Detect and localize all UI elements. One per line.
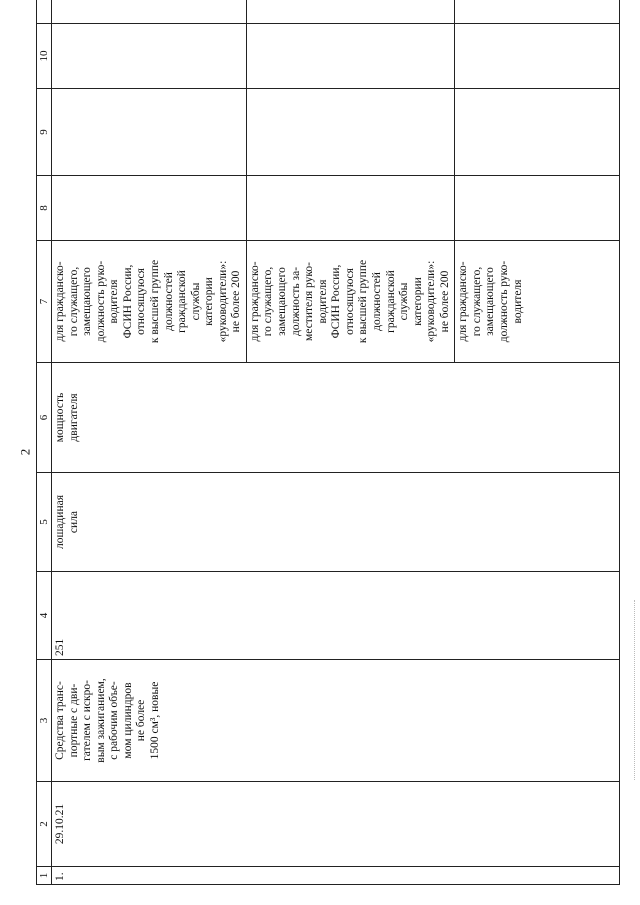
- cell-unit-name: лошадиная сила: [52, 473, 620, 572]
- cell-empty-10b: [246, 24, 454, 89]
- cell-empty-10c: [455, 24, 620, 89]
- cell-code: 29.10.21: [52, 782, 620, 867]
- rotated-sheet: [36, 26, 620, 885]
- page-number: 2: [17, 448, 33, 456]
- scan-artifact: [634, 600, 639, 780]
- cell-empty-9b: [246, 89, 454, 176]
- cell-value-a: для гражданско- го служащего, замещающего должность руко- водителя ФСИН России, относящуюся к высшей группе должностей гражданской службы категории «руководители»: не более 200: [52, 241, 247, 363]
- column-header-8: 8: [37, 176, 52, 241]
- cell-number: 1.: [52, 867, 620, 885]
- cell-characteristic: мощность двигателя: [52, 363, 620, 473]
- cell-empty-11c: [455, 0, 620, 24]
- column-header-3: 3: [37, 660, 52, 782]
- cell-empty-8c: [455, 176, 620, 241]
- column-header-7: 7: [37, 241, 52, 363]
- table-row: [52, 0, 247, 885]
- column-header-2: 2: [37, 782, 52, 867]
- column-header-10: 10: [37, 24, 52, 89]
- column-header-6: 6: [37, 363, 52, 473]
- cell-empty-10a: [52, 24, 247, 89]
- column-header-9: 9: [37, 89, 52, 176]
- table-container: [36, 26, 620, 885]
- cell-unit-code: 251: [52, 572, 620, 660]
- cell-value-c: для гражданско- го служащего, замещающего должность руко- водителя: [455, 241, 620, 363]
- cell-empty-11b: [246, 0, 454, 24]
- cell-empty-8a: [52, 176, 247, 241]
- cell-value-b: для гражданско- го служащего, замещающего должность за- местителя руко- водителя ФСИН России, относящуюся к высшей группе должностей гражданской службы категории «руководители»: не более 200: [246, 241, 454, 363]
- cell-empty-11a: [52, 0, 247, 24]
- cell-empty-8b: [246, 176, 454, 241]
- column-header-5: 5: [37, 473, 52, 572]
- cell-empty-9c: [455, 89, 620, 176]
- cell-empty-9a: [52, 89, 247, 176]
- header-row: [37, 0, 52, 885]
- column-header-1: 1: [37, 867, 52, 885]
- column-header-4: 4: [37, 572, 52, 660]
- cell-description: Средства транс- портные с дви- гателем с искро- вым зажиганием, с рабочим объе- мом цилиндров не более 1500 см³, новые: [52, 660, 620, 782]
- procurement-table: [36, 0, 620, 885]
- column-header-11: [37, 0, 52, 24]
